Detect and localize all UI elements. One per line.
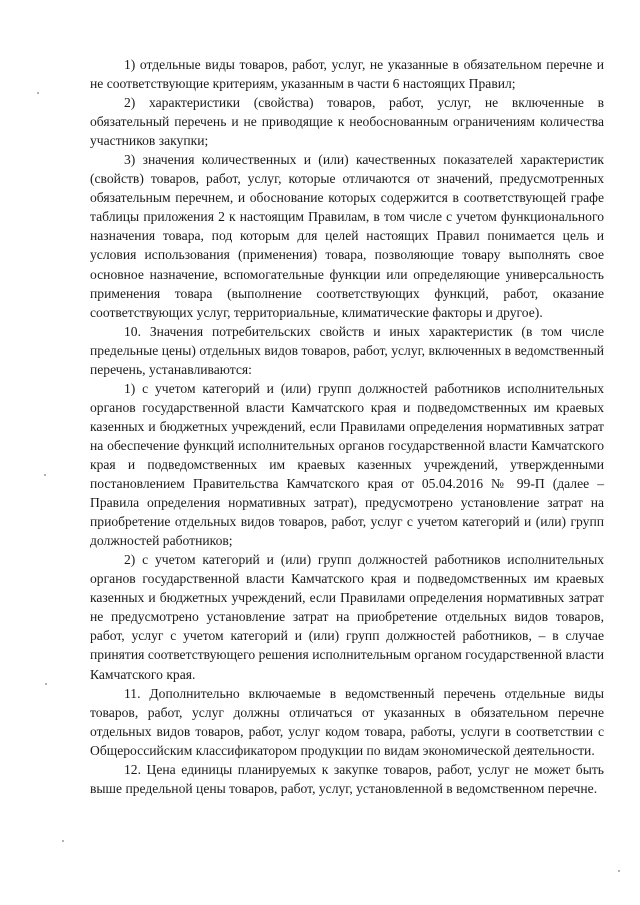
paragraph-10: 10. Значения потребительских свойств и иных характеристик (в том числе предельные цены) отдельных видов товаров, работ, услуг, включенных в ведомственный перечень, устанавливаются:: [90, 323, 605, 377]
scan-speck: [37, 92, 39, 94]
paragraph-9-2: 2) характеристики (свойства) товаров, работ, услуг, не включенные в обязательный перечень и не приводящие к необоснованным ограничениям количества участников закупки;: [90, 95, 604, 149]
paragraph-12: 12. Цена единицы планируемых к закупке товаров, работ, услуг не может быть выше предельной цены товаров, работ, услуг, установленной в ведомственном перечне.: [90, 761, 604, 796]
scan-speck: [45, 683, 47, 685]
scan-speck: [62, 840, 64, 842]
paragraph-10-2: 2) с учетом категорий и (или) групп должностей работников исполнительных органов государственной власти Камчатского края и подведомственных им краевых казенных и бюджетных учреждений, если Правилами определения нормативных затрат не предусмотрено установление затрат на приобретение отдельных видов товаров, работ, услуг с учетом категорий и (или) групп должностей работников, – в случае принятия соответствующего решения исполнительным органом государственной власти Камчатского края.: [90, 552, 604, 682]
scan-speck: [618, 870, 620, 872]
paragraph-9-3: 3) значения количественных и (или) качественных показателей характеристик (свойств) товаров, работ, услуг, которые отличаются от значений, предусмотренных обязательным перечнем, и обоснование которых содержится в соответствующей графе таблицы приложения 2 к настоящим Правилам, в том числе с учетом функционального назначения товара, под которым для целей настоящих Правил понимается цель и условия использования (применения) товара, позволяющие товару выполнять свое основное назначение, вспомогательные функции или определяющие универсальность применения товара (выполнение соответствующих функций, работ, оказание соответствующих услуг, территориальные, климатические факторы и другое).: [90, 152, 604, 320]
paragraph-9-1: 1) отдельные виды товаров, работ, услуг, не указанные в обязательном перечне и не соответствующие критериям, указанным в части 6 настоящих Правил;: [90, 57, 604, 92]
paragraph-11: 11. Дополнительно включаемые в ведомственный перечень отдельные виды товаров, работ, услуг должны отличаться от указанных в обязательном перечне отдельных видов товаров, работ, услуг кодом товара, работы, услуги в соответствии с Общероссийским классификатором продукции по видам экономической деятельности.: [90, 685, 604, 758]
document-body: [90, 55, 604, 798]
paragraph-10-1: 1) с учетом категорий и (или) групп должностей работников исполнительных органов государственной власти Камчатского края и подведомственных им краевых казенных и бюджетных учреждений, если Правилами определения нормативных затрат на обеспечение функций исполнительных органов государственной власти Камчатского края и подведомственных им краевых казенных учреждений, утвержденными постановлением Правительства Камчатского края от 05.04.2016 № 99-П (далее – Правила определения нормативных затрат), предусмотрено установление затрат на приобретение отдельных видов товаров, работ, услуг с учетом категорий и (или) групп должностей работников;: [90, 380, 604, 549]
scan-speck: [44, 474, 46, 476]
